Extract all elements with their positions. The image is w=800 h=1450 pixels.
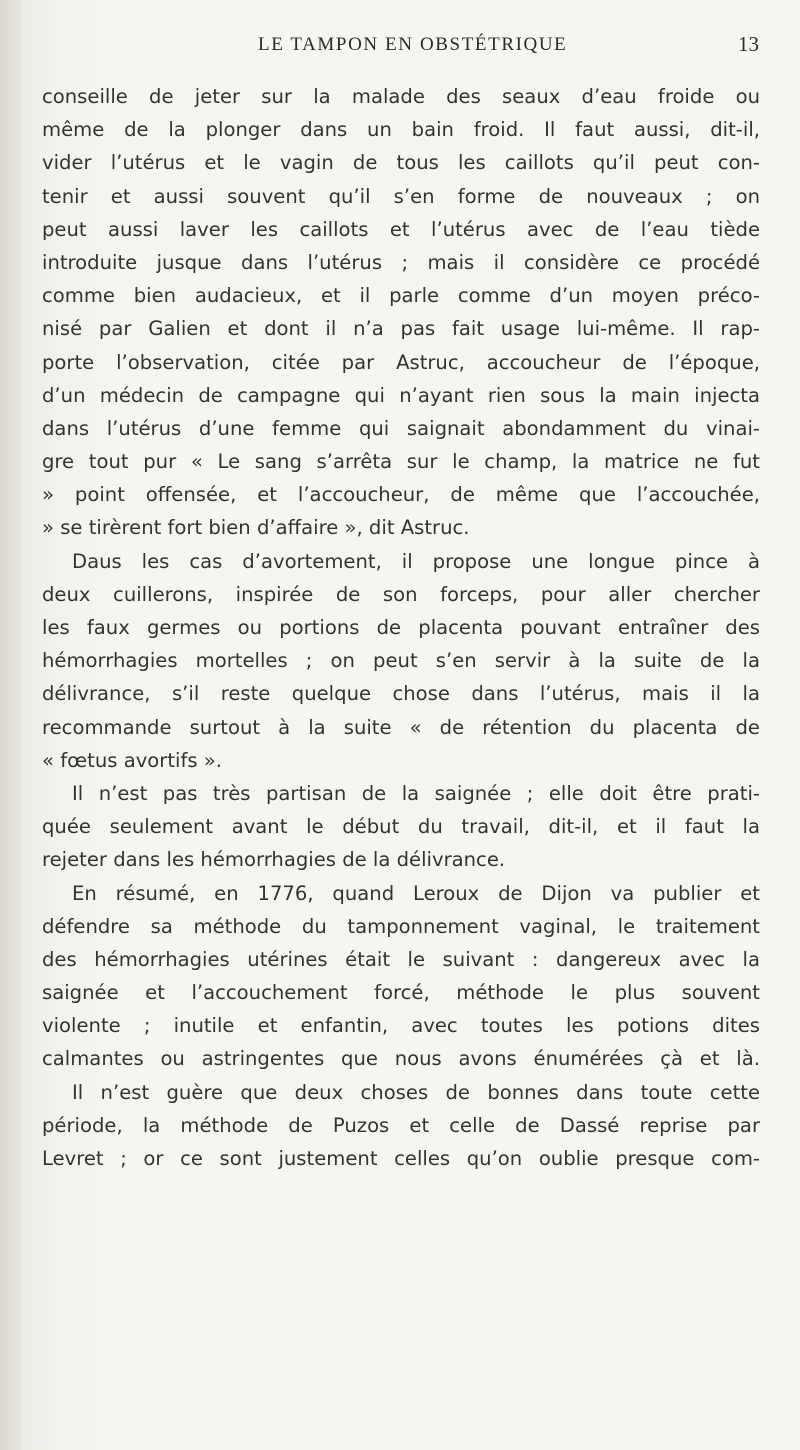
text-line: délivrance, s’il reste quelque chose dans l’utérus, mais il la bbox=[42, 682, 760, 706]
text-line: deux cuillerons, inspirée de son forceps, pour aller chercher bbox=[42, 582, 760, 606]
text-line: saignée et l’accouchement forcé, méthode le plus souvent bbox=[42, 981, 760, 1005]
text-line: gre tout pur « Le sang s’arrêta sur le champ, la matrice ne fut bbox=[42, 450, 760, 474]
text-line: défendre sa méthode du tamponnement vaginal, le traitement bbox=[42, 914, 760, 938]
text-line: recommande surtout à la suite « de rétention du placenta de bbox=[42, 715, 760, 739]
text-line: porte l’observation, citée par Astruc, accoucheur de l’époque, bbox=[42, 350, 760, 374]
text-line: des hémorrhagies utérines était le suivant : dangereux avec la bbox=[42, 947, 760, 971]
page-number: 13 bbox=[738, 32, 759, 56]
text-line: Il n’est guère que deux choses de bonnes dans toute cette bbox=[72, 1080, 760, 1104]
text-line: violente ; inutile et enfantin, avec toutes les potions dites bbox=[42, 1014, 760, 1038]
text-line: conseille de jeter sur la malade des seaux d’eau froide ou bbox=[42, 85, 760, 108]
text-line: quée seulement avant le début du travail, dit-il, et il faut la bbox=[42, 815, 760, 839]
text-line: hémorrhagies mortelles ; on peut s’en servir à la suite de la bbox=[42, 649, 760, 673]
text-line: Levret ; or ce sont justement celles qu’on oublie presque com- bbox=[42, 1147, 760, 1170]
running-head-title: LE TAMPON EN OBSTÉTRIQUE bbox=[258, 34, 568, 55]
text-line: Il n’est pas très partisan de la saignée ; elle doit être prati- bbox=[72, 781, 760, 805]
text-line: » se tirèrent fort bien d’affaire », dit Astruc. bbox=[42, 516, 470, 540]
text-line: tenir et aussi souvent qu’il s’en forme de nouveaux ; on bbox=[42, 184, 760, 208]
text-line: introduite jusque dans l’utérus ; mais il considère ce procédé bbox=[42, 250, 760, 274]
binding-edge bbox=[0, 0, 22, 1450]
running-head bbox=[0, 28, 800, 62]
text-line: nisé par Galien et dont il n’a pas fait usage lui-même. Il rap- bbox=[42, 317, 760, 341]
text-line: peut aussi laver les caillots et l’utérus avec de l’eau tiède bbox=[42, 217, 760, 241]
text-line: période, la méthode de Puzos et celle de Dassé reprise par bbox=[42, 1113, 760, 1137]
text-line: Daus les cas d’avortement, il propose une longue pince à bbox=[72, 549, 760, 573]
text-line: calmantes ou astringentes que nous avons énumérées çà et là. bbox=[42, 1047, 760, 1071]
text-line: « fœtus avortifs ». bbox=[42, 748, 223, 772]
text-line: dans l’utérus d’une femme qui saignait abondamment du vinai- bbox=[42, 416, 760, 440]
body-text bbox=[42, 80, 760, 1175]
text-line: même de la plonger dans un bain froid. Il faut aussi, dit-il, bbox=[42, 118, 760, 142]
text-line: les faux germes ou portions de placenta pouvant entraîner des bbox=[42, 616, 760, 639]
text-line: » point offensée, et l’accoucheur, de même que l’accouchée, bbox=[42, 483, 760, 507]
text-line: vider l’utérus et le vagin de tous les caillots qu’il peut con- bbox=[42, 151, 760, 175]
text-line: En résumé, en 1776, quand Leroux de Dijon va publier et bbox=[72, 881, 760, 905]
text-line: rejeter dans les hémorrhagies de la délivrance. bbox=[42, 848, 506, 872]
text-line: comme bien audacieux, et il parle comme d’un moyen préco- bbox=[42, 284, 760, 308]
text-line: d’un médecin de campagne qui n’ayant rien sous la main injecta bbox=[42, 383, 760, 407]
